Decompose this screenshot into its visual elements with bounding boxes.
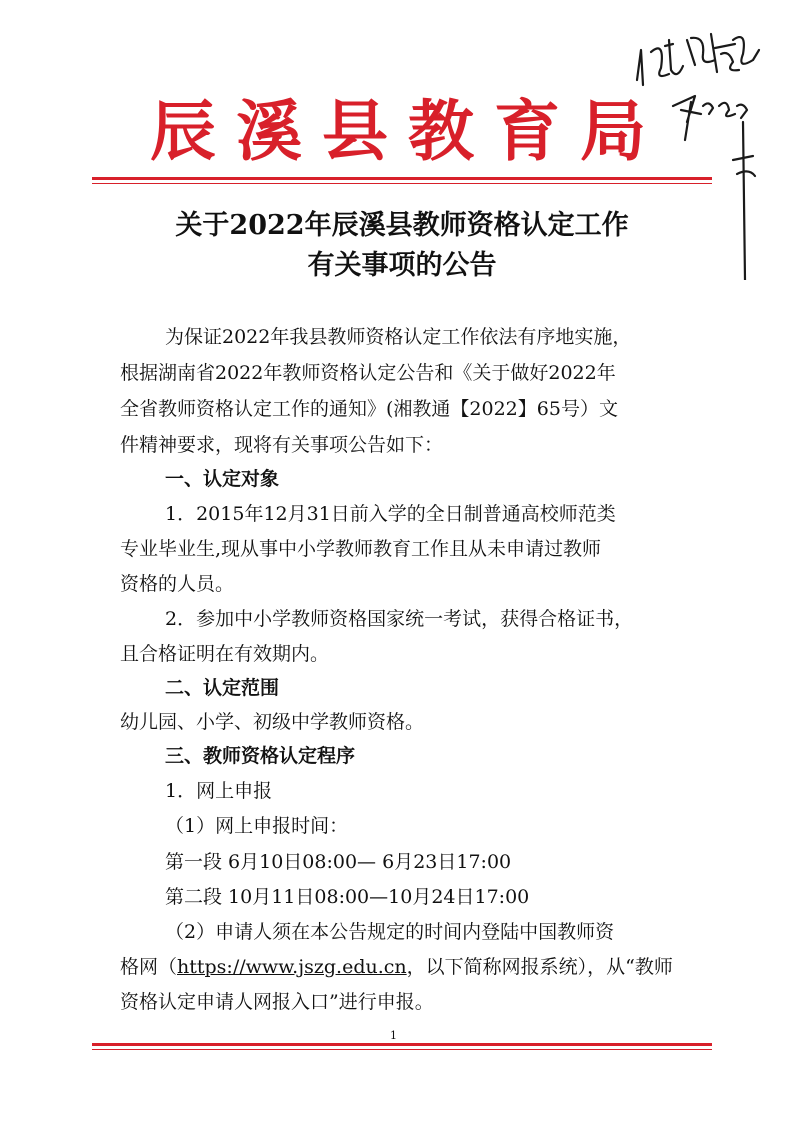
section3-sub1-2-line3: 资格认定申请人网报入口”进行申报。 bbox=[120, 991, 434, 1013]
section1-item2-line2: 且合格证明在有效期内。 bbox=[120, 643, 330, 665]
page-number: 1 bbox=[390, 1029, 397, 1042]
section1-item2-line1: 2．参加中小学教师资格国家统一考试，获得合格证书， bbox=[165, 608, 634, 630]
section1-item1-line2: 专业毕业生,现从事中小学教师教育工作且从未申请过教师 bbox=[120, 538, 602, 560]
section2-heading: 二、认定范围 bbox=[165, 677, 280, 699]
phase-1-time: 第一段 6月10日08:00— 6月23日17:00 bbox=[165, 851, 512, 873]
line2-prefix: 格网（ bbox=[120, 956, 178, 978]
section1-item1-line3: 资格的人员。 bbox=[120, 573, 235, 595]
header-rule-thick bbox=[92, 177, 712, 180]
section1-heading: 一、认定对象 bbox=[165, 468, 280, 490]
section2-text: 幼儿园、小学、初级中学教师资格。 bbox=[120, 711, 425, 733]
intro-line-1: 为保证2022年我县教师资格认定工作依法有序地实施， bbox=[165, 326, 632, 348]
phase-2-time: 第二段 10月11日08:00—10月24日17:00 bbox=[165, 886, 530, 908]
section3-sub1-2-line2 bbox=[120, 950, 690, 984]
section1-item1-line1: 1．2015年12月31日前入学的全日制普通高校师范类 bbox=[165, 503, 616, 525]
document-title-line2: 有关事项的公告 bbox=[307, 250, 497, 281]
footer-rule-thick bbox=[92, 1043, 712, 1046]
section3-heading: 三、教师资格认定程序 bbox=[165, 745, 356, 767]
section3-sub1-2-line1: （2）申请人须在本公告规定的时间内登陆中国教师资 bbox=[165, 921, 615, 943]
footer-rule-thin bbox=[92, 1049, 712, 1050]
intro-line-3: 全省教师资格认定工作的通知》(湘教通【2022】65号）文 bbox=[120, 398, 618, 420]
header-rule-thin bbox=[92, 183, 712, 184]
org-header-title: 辰溪县教育局 bbox=[150, 93, 666, 170]
intro-line-4: 件精神要求，现将有关事项公告如下： bbox=[120, 434, 444, 456]
jszg-website-link[interactable]: https://www.jszg.edu.cn bbox=[177, 956, 407, 978]
section3-sub1-1: （1）网上申报时间： bbox=[165, 815, 349, 837]
section3-sub1: 1．网上申报 bbox=[165, 780, 273, 802]
intro-line-2: 根据湖南省2022年教师资格认定公告和《关于做好2022年 bbox=[120, 362, 616, 384]
document-title-line1: 关于2022年辰溪县教师资格认定工作 bbox=[175, 210, 629, 241]
line2-suffix: ，以下简称网报系统），从“教师 bbox=[406, 956, 673, 978]
